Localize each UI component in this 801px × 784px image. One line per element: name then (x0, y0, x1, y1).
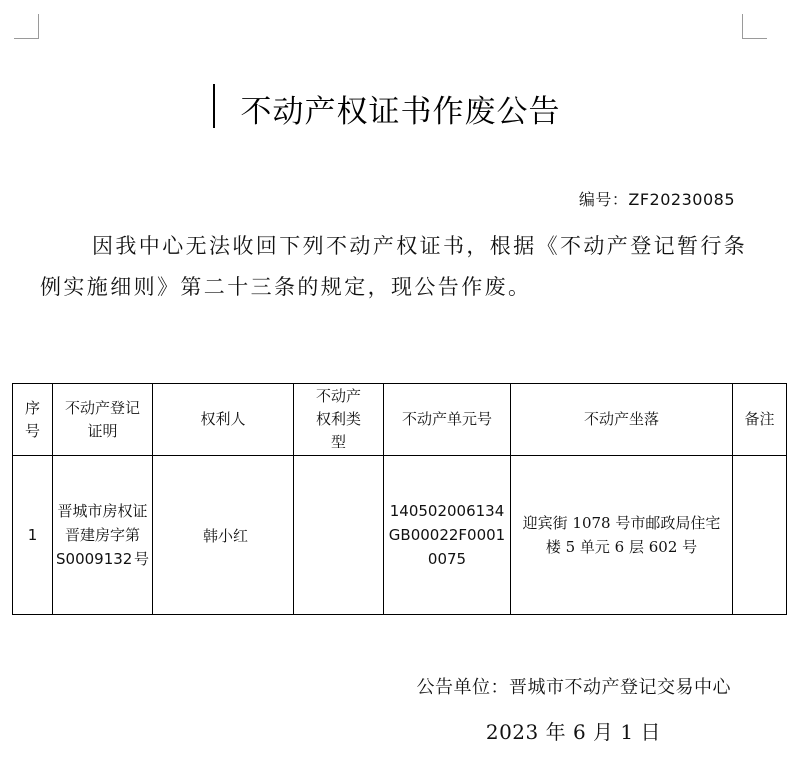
issuer: 公告单位：晋城市不动产登记交易中心 (416, 677, 731, 698)
cell-holder: 韩小红 (153, 456, 294, 615)
header-holder: 权利人 (153, 384, 294, 456)
cell-location: 迎宾街 1078 号市邮政局住宅楼 5 单元 6 层 602 号 (511, 456, 733, 615)
document-number: 编号：ZF20230085 (578, 190, 735, 209)
header-remark: 备注 (733, 384, 787, 456)
issue-date: 2023 年 6 月 1 日 (485, 720, 661, 744)
header-cert: 不动产登记证明 (53, 384, 153, 456)
cell-remark (733, 456, 787, 615)
notice-paragraph (40, 226, 752, 308)
void-certificate-table (12, 383, 787, 615)
header-unit-no: 不动产单元号 (384, 384, 511, 456)
page-corner-mark-top-left (14, 14, 39, 39)
table-row (13, 456, 787, 615)
notice-paragraph-text: 因我中心无法收回下列不动产权证书，根据《不动产登记暂行条例实施细则》第二十三条的规定，现公告作废。 (40, 234, 748, 299)
header-location: 不动产坐落 (511, 384, 733, 456)
table-header-row (13, 384, 787, 456)
cell-cert: 晋城市房权证晋建房字第S0009132号 (53, 456, 153, 615)
page-title: 不动产权证书作废公告 (240, 94, 561, 130)
cell-unit-no: 140502006134GB00022F00010075 (384, 456, 511, 615)
header-right-type: 不动产权利类型 (294, 384, 384, 456)
cell-seq: 1 (13, 456, 53, 615)
page-corner-mark-top-right (742, 14, 767, 39)
header-seq: 序号 (13, 384, 53, 456)
cell-right-type (294, 456, 384, 615)
